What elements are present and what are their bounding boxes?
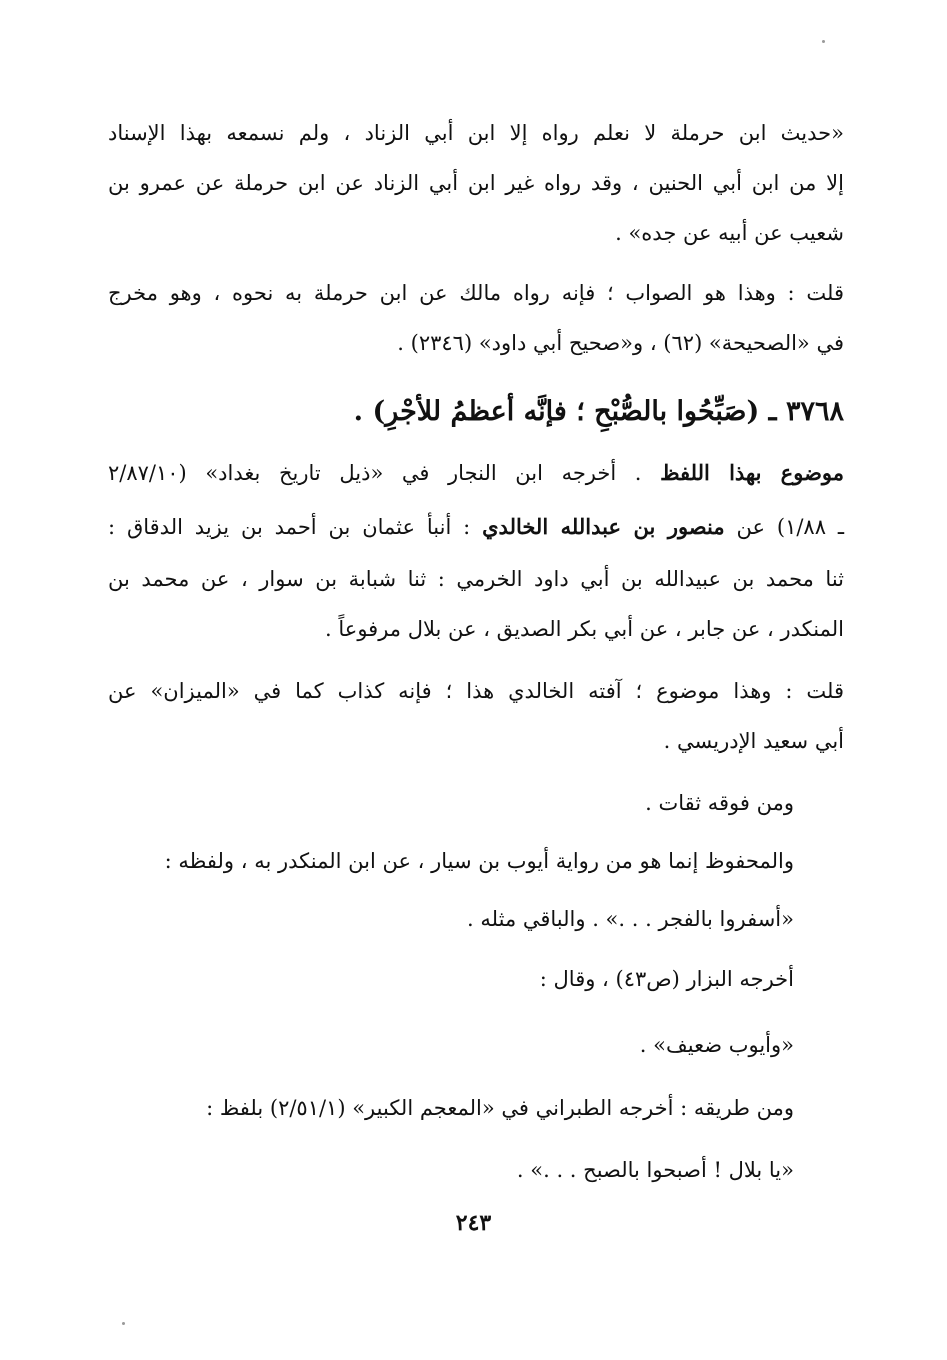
quote-1: «أسفروا بالفجر . . .» . والباقي مثله . [467, 907, 794, 931]
paragraph-2-line-1: قلت : وهذا هو الصواب ؛ فإنه رواه مالك عن ابن حرملة به نحوه ، وهو مخرج [108, 281, 844, 305]
paragraph-3-line-1-rest: . أخرجه ابن النجار في «ذيل تاريخ بغداد» (٢/٨٧/١٠ [108, 461, 661, 485]
paragraph-3-line-1 [108, 458, 844, 490]
paragraph-3-line-2-rest: : أنبأ عثمان بن أحمد بن يزيد الدقاق : [108, 515, 483, 539]
paragraph-8: ومن طريقه : أخرجه الطبراني في «المعجم الكبير» (٢/٥١/١) بلفظ : [206, 1096, 794, 1120]
quote-3: «يا بلال ! أصبحوا بالصبح . . .» . [516, 1158, 794, 1182]
paragraph-5: ومن فوقه ثقات . [645, 791, 794, 815]
paragraph-1-line-3: شعيب عن أبيه عن جده» . [615, 221, 844, 245]
paragraph-3-line-4: المنكدر ، عن جابر ، عن أبي بكر الصديق ، عن بلال مرفوعاً . [325, 617, 844, 641]
quote-2: «وأيوب ضعيف» . [639, 1033, 794, 1057]
verdict-bold: موضوع بهذا اللفظ [660, 460, 844, 485]
paragraph-3-line-2 [108, 512, 844, 544]
paragraph-3-line-2-start: ـ ١/٨٨) عن [724, 515, 845, 539]
page-number: ٢٤٣ [455, 1210, 492, 1236]
hadith-heading: ٣٧٦٨ ـ (صَبِّحُوا بالصُّبْحِ ؛ فإنَّه أعظمُ للأجْرِ) . [353, 396, 844, 427]
narrator-name-bold: منصور بن عبدالله الخالدي [482, 514, 725, 539]
scan-speck [822, 40, 825, 43]
paragraph-4-line-2: أبي سعيد الإدريسي . [663, 729, 844, 753]
paragraph-4-line-1: قلت : وهذا موضوع ؛ آفته الخالدي هذا ؛ فإنه كذاب كما في «الميزان» عن [108, 679, 844, 703]
paragraph-1-line-2: إلا من ابن أبي الحنين ، وقد رواه غير ابن أبي الزناد عن ابن حرملة عن عمرو بن [108, 171, 844, 195]
paragraph-3-line-3: ثنا محمد بن عبيدالله بن أبي داود الخرمي : ثنا شبابة بن سوار ، عن محمد بن [108, 567, 844, 591]
paragraph-1-line-1: «حديث ابن حرملة لا نعلم رواه إلا ابن أبي الزناد ، ولم نسمعه بهذا الإسناد [108, 121, 844, 145]
scan-speck [122, 1322, 125, 1325]
paragraph-2-line-2: في «الصحيحة» (٦٢) ، و«صحيح أبي داود» (٢٣٤٦) . [397, 331, 844, 355]
paragraph-6: والمحفوظ إنما هو من رواية أيوب بن سيار ، عن ابن المنكدر به ، ولفظه : [164, 849, 794, 873]
paragraph-7: أخرجه البزار (ص٤٣) ، وقال : [539, 967, 794, 991]
